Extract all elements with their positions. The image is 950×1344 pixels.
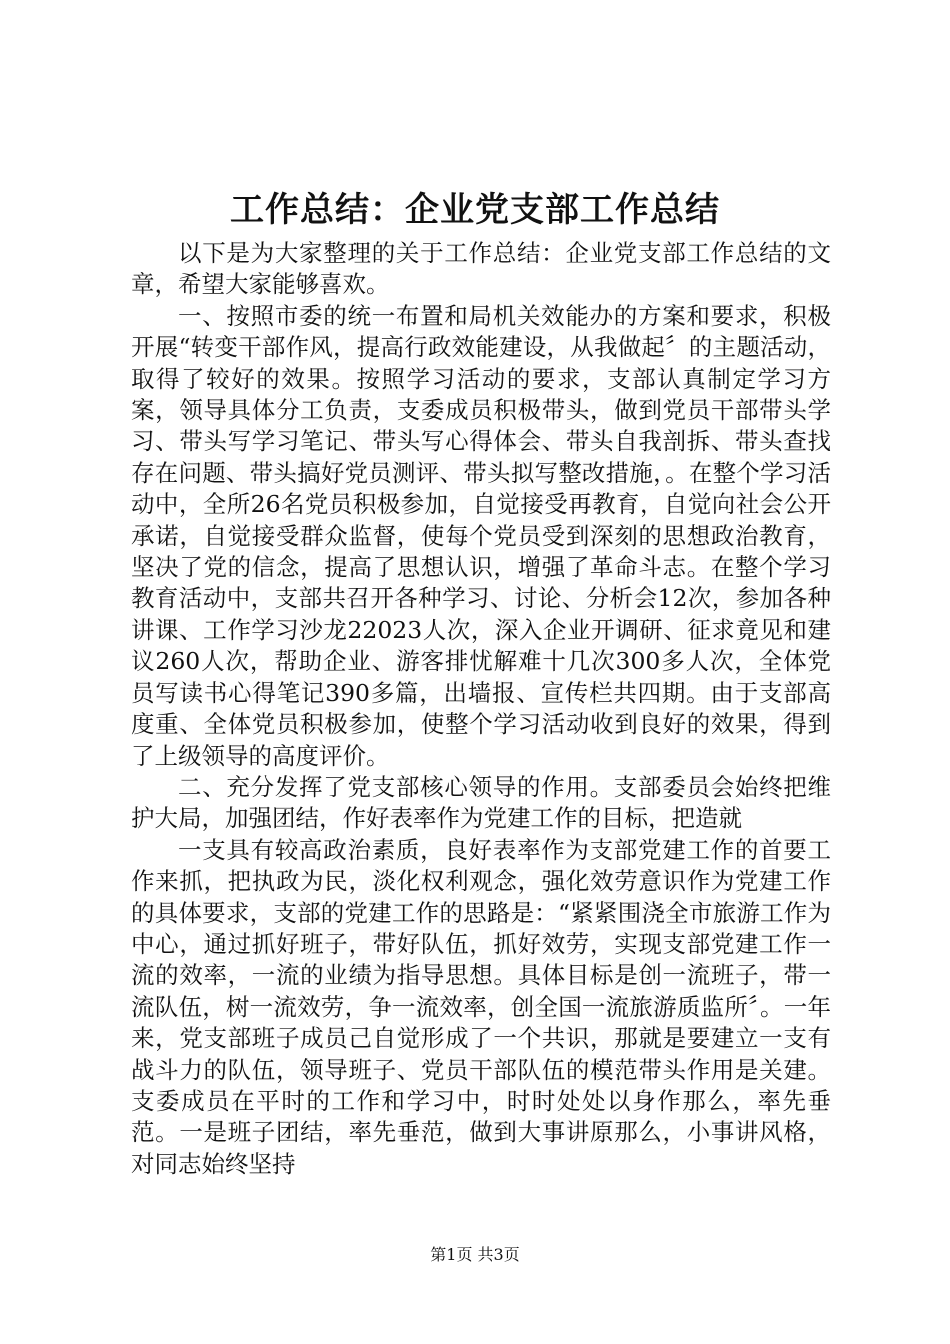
document-body [131, 238, 831, 1180]
page-number-footer: 第1页 共3页 [430, 1245, 520, 1264]
paragraph-continuation: 一支具有较高政治素质，良好表率作为支部党建工作的首要工作来抓，把执政为民，淡化权利观念，强化效劳意识作为党建工作的具体要求，支部的党建工作的思路是：“紧紧围浇全市旅游工作为中心，通过抓好班子，带好队伍，抓好效劳，实现支部党建工作一流的效率，一流的业绩为指导思想。具体目标是创一流班子，带一流队伍，树一流效劳，争一流效率，创全国一流旅游质监所〞。一年来，党支部班子成员己自觉形成了一个共识，那就是要建立一支有战斗力的队伍，领导班子、党员干部队伍的模范带头作用是关建。支委成员在平时的工作和学习中，时时处处以身作那么，率先垂范。一是班子团结，率先垂范，做到大事讲原那么，小事讲风格，对同志始终坚持 [131, 835, 831, 1178]
paragraph-section-two: 二、充分发挥了党支部核心领导的作用。支部委员会始终把维护大局，加强团结，作好表率作为党建工作的目标，把造就 [131, 772, 831, 833]
paragraph-section-one: 一、按照市委的统一布置和局机关效能办的方案和要求，积极开展“转变干部作风，提高行政效能建设，从我做起〞的主题活动，取得了较好的效果。按照学习活动的要求，支部认真制定学习方案，领导具体分工负责，支委成员积极带头，做到党员干部带头学习、带头写学习笔记、带头写心得体会、带头自我剖拆、带头查找存在问题、带头搞好党员测评、带头拟写整改措施，。在整个学习活动中，全所26名党员积极参加，自觉接受再教育，自觉向社会公开承诺，自觉接受群众监督，使每个党员受到深刻的思想政治教育，坚决了党的信念，提高了思想认识，增强了革命斗志。在整个学习教育活动中，支部共召开各种学习、讨论、分析会12次，参加各种讲课、工作学习沙龙22023人次，深入企业开调研、征求竟见和建议260人次，帮助企业、游客排忧解难十几次300多人次，全体党员写读书心得笔记390多篇，出墙报、宣传栏共四期。由于支部高度重、全体党员积极参加，使整个学习活动收到良好的效果，得到了上级领导的高度评价。 [131, 301, 831, 770]
document-title: 工作总结：企业党支部工作总结 [230, 190, 720, 230]
paragraph-intro: 以下是为大家整理的关于工作总结：企业党支部工作总结的文章，希望大家能够喜欢。 [131, 239, 831, 299]
